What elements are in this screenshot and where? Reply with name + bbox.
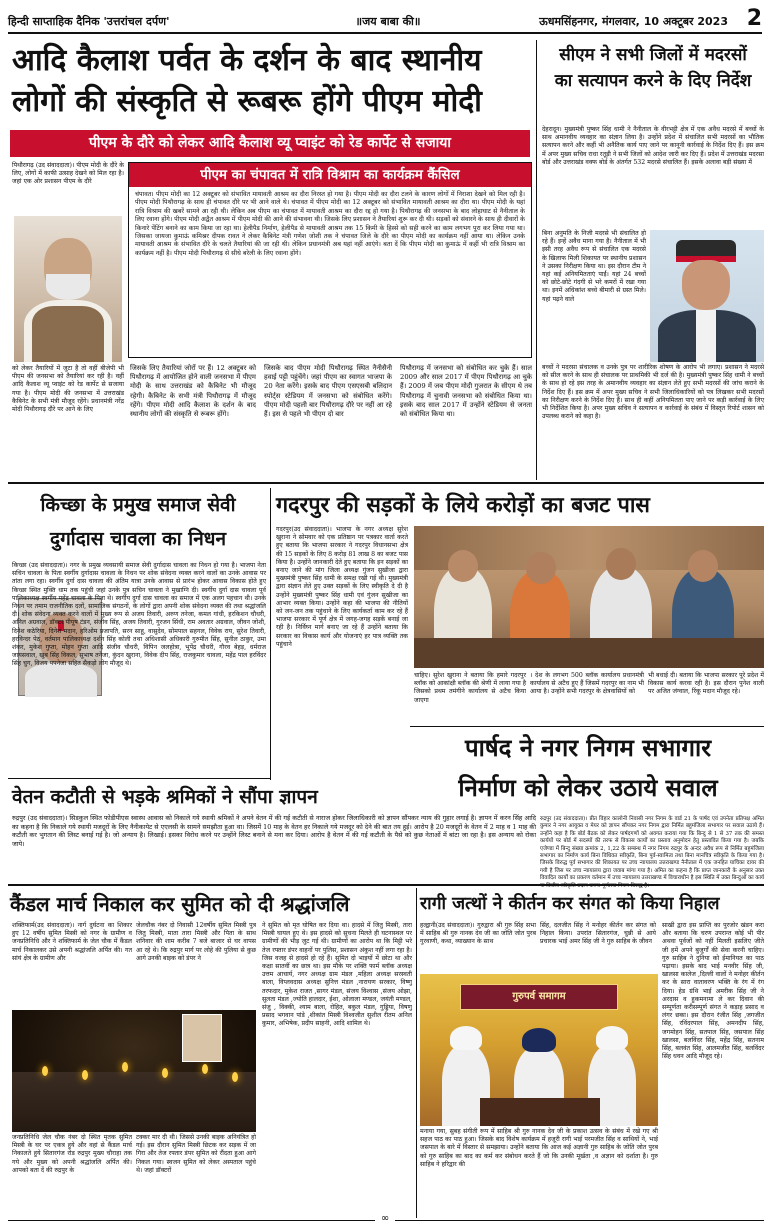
pm-modi-photo [14, 216, 122, 362]
cm-shirt [696, 310, 716, 362]
candle-flame-6 [232, 1072, 238, 1082]
candle-col1-bottom: जनप्रतिनिधि जेल चौक नंबर दो स्थित मृतक सुमित मिस्त्री के घर पर एकत्र हुये और वहां से कैंडल मार्च निकालते हुये सितारगंज रोड रुद्रपुर मुख्य चौराहा तक गये और मुख्य को अपनी श्रद्धांजलि अर्पित की। आपको बता दें की रुद्रपुर के [12, 1134, 132, 1174]
lead-headline-line2: लोगों की संस्कृति से रूबरू होंगे पीएम मोदी [12, 84, 482, 119]
lead-headline [12, 40, 532, 126]
candle-flame-1 [42, 1066, 48, 1076]
kichha-headline-line1: किच्छा के प्रमुख समाज सेवी [40, 494, 236, 516]
pm-jacket [32, 306, 104, 362]
press-person-3-head [606, 548, 636, 580]
ragi-text-bottom: मनाया गया, सुबह संगीती रूप में साहिब श्री गुरु नानक देव जी के प्रकाश उत्सव के संबंध में रखे गए श्री सहज पाठ का पाठ हुआ। जिसके बाद विशेष कार्यक्रम में हजूरी रागी भाई परमजीत सिंह व साथियों ने, भाई जसपाल के बारे में विस्तार से समझाया। उन्होंने बताया कि आज कई अज्ञानी गुरु साहिब के जोति जोत पुरब को गुरु साहिब का बाद का कर्म कर संबोधन करते हैं जो कि उनकी मूर्खता ,व अज्ञान को दर्शाता है। गुरु साहिब ने हरिद्वार की [420, 1128, 658, 1168]
crowd-row [12, 1072, 256, 1132]
lead-col2: जिसके लिए तैयारियां जोरों पर हैं। 12 अक्टूबर को पिथौरागढ़ में आयोजित होने वाली जनसभा में पीएम मोदी के साथ उत्तराखंड को कैबिनेट भी मौजूद रहेगी। कैबिनेट के सभी मंत्री पिथौरागढ़ में मौजूद रहेंगे। पीएम मोदी आदि कैलाश के दर्शन के बाद स्थानीय लोगों की संस्कृति से रूबरू होंगे। [130, 364, 256, 419]
press-person-4-head [688, 550, 718, 582]
masthead-date: ऊधमसिंहनगर, मंगलवार, 10 अक्टूबर 2023 [539, 15, 728, 28]
kichha-headline [12, 488, 264, 560]
sumit-portrait-inset [182, 1014, 222, 1062]
candle-col3: ने सुमित को मृत घोषित कर दिया था। हादसे में जितु मिस्त्री, तारा मिस्त्री घायल हुए थे। इस हादसे को सुचना मिलते ही घटनास्थल पर ग्रामीणों की भीड़ जुट गई थी। ग्रामीणों का आरोप था कि मिट्टी भरे तेज रफ्तार डंपर वाहनों पर पुलिस, प्रशासन अंकुश नहीं लगा रहा है। जिस वजह से हादसे हो रहे हैं। सुमित दो भाइयों में छोटा था और कक्षा सातवीं का छात्र था। इस मौके पर शक्ति फार्म ब्लॉक अध्यक्ष उत्तम आचार्य, नगर अध्यक्ष ग्राम मंडल ,महिला अध्यक्ष सरस्वती बाला, विप्लवदास अध्यक्ष सुनित्त मंडल ,नारायण सरकार, विष्णु तरफदार, मुकेश राजत ,सागर मंडल, संजय विश्वास ,संजय ओझा, सुलता मंडल ,ज्योति हालदार, ईशा, ओलाला मण्डल, जयंती मण्डल, संजु , विक्की, श्याम बाला, रोहित, बकुल मंडल, गुड्डिया, विषणु प्रसाद भगवान पांडे ,शीकांत मिस्त्री विश्वजीत सुशील रीतम अनिल कुमार, अभिषेक, प्रदीप साहनी, आदि शामिल थे। [262, 922, 412, 1028]
candle-flame-5 [202, 1064, 208, 1074]
section-rule-wages-top [8, 778, 270, 779]
kirtan-photo [420, 974, 658, 1126]
parshad-text: रुद्रपुर (उद संवाददाता)। प्रीत विहार कालोनी निवासी नगर निगम के वार्ड 21 के पार्षद एवं उपनेता प्रतिपक्ष अमित कुमार ने नगर आयुक्त व मेयर को ज्ञापन सौंपकर नगर निगम द्वारा निर्मित बहुमंजिला सभागार पर सवाल उठाये हैं। उन्होंने कहा है कि बोर्ड बैठक को लेकर पार्षदगणों को अवगत कराया गया कि बिन्दु से 1 से 37 तक की समस्त कार्ययों पर बोर्ड में सदस्यों की तरफ से विकास कार्यों का प्रस्ताव अनुमोदन हेतु प्रस्तावित किया गया है। जबकि एजेण्डा में बिन्दु संख्या क्रमांक 2, 1,22 के सम्बन्ध में नगर निगम रुद्रपुर के अन्दर अवैध रूप से निर्मित बहुमंजिला सभागार का निर्माण कार्य बिना विधिवत स्वीकृति, बिना पूर्व-स्वामित्व तथा बिना मानचित्र स्वीकृति के किया गया है। जिसके विरुद्ध पूर्व सभागार की शिकायत पर उच्च न्यायालय उत्तराखण्ड नैनीताल में एक जनहित याचिका दायर की गयी है जिस पर उच्च न्यायालय द्वारा जवाब मांगा गया है। अमित का कहना है कि प्राप्त जानकारी के अनुसार उक्त विवादित कार्यों का प्रकरण वर्तमान में उच्च न्यायालय उत्तराखण्ड में विचाराधीन है इस स्थिति में उक्त बिन्दुओं का कार्य [540, 816, 764, 882]
lead-col1-bottom: को लेकर तैयारियों में जुटा है तो वहीं बीजेपी भी पीएम की जनसभा को तैयारियां कर रही है। वहीं आदि कैलाश व्यू प्वाइंट को रेड कार्पेट से सजाया गया है। पीएम मोदी की जनसभा में उत्तराखंड कैबिनेट के सभी मंत्री मौजूद रहेंगे। प्रधानमंत्री नरेंद्र मोदी पिथौरागढ़ दौरे पर आने के लिए [12, 365, 124, 414]
candle-flame-2 [82, 1070, 88, 1080]
madrasa-text-top: देहरादून। मुख्यमंत्री पुष्कर सिंह धामी ने नैनीताल के वीरभट्टी क्षेत्र में एक अवैध मदरसे में बच्चों के साथ अमानवीय व्यवहार का संज्ञान लिया है। उन्होंने प्रदेश में संचालित सभी मदरसों का भौतिक सत्यापन करने और कहीं भी अनैतिक कार्य पाए जाने पर कानूनी कार्रवाई के निर्देश दिए हैं। इस क्रम में अपर मुख्य सचिव राधा रतूड़ी ने सभी जिलों को आदेश जारी कर दिए हैं। प्रदेश में उत्तराखंड मदरसा बोर्ड और उत्तराखंड वक्फ बोर्ड के अंतर्गत 532 मदरसे संचालित हैं। इसके अलावा बड़ी संख्या में [542, 126, 764, 166]
pm-beard [46, 274, 90, 300]
parshad-text-lower [276, 818, 534, 882]
gadarpur-text-mid-3: भी बधाई दी। बताया कि भाजपा सरकार पूरे प्रदेश में विकास कार्य करवा रही है। इस दौरान पुनेश वाली पर अजित जंग्वाल, रिंकू मदान मौजूद रहे। [648, 672, 764, 696]
lead-col3: जिसके बाद पीएम मोदी पिथौरागढ़ स्थित नैनीसैनी हवाई पट्टी पहुंचेंगे। जहां पीएम का स्वागत भाजपा के 20 नेता करेंगे। इसके बाद पीएम एसएसबी बलिदान स्पोर्ट्स स्टेडियम में जनसभा को संबोधित करेंगे। पीएम मोदी पहली बार पिथौरागढ़ दौरे पर नहीं आ रहे हैं। इस से पहले भी पीएम दो बार [264, 364, 392, 419]
ragi-text-top-1: हल्द्वानी(उद संवाददाता)। गुरुद्वारा श्री गुरु सिंह सभा में साहिब श्री गुरु नानक देव जी का जोति जोत पुरब गुरवाणी, कथा, व्याख्यान के साथ [420, 922, 536, 946]
ragi-text-top-2: सिंह, दलजीत सिंह ने मनोहर कीर्तन कर संगत को निहाल किया। उपरांत सितारगंज, चुन्नी से आये प्रचारक भाई अमर सिंह जी ने गुरु साहिब के जीवन [540, 922, 656, 946]
raagi-1-turban [450, 1026, 482, 1050]
lead-col4: पिथौरागढ़ में जनसभा को संबोधित कर चुके हैं। साल 2009 और साल 2017 में पीएम पिथौरागढ़ आ चुके हैं। 2009 में जब पीएम मोदी गुजरात के सीएम थे तब पिथौरागढ़ में चुनावी जनसभा को संबोधित किया था। इसके बाद साल 2017 में उन्होंने स्टेडियम से जनता को संबोधित किया था। [400, 364, 532, 419]
press-person-2-head [526, 552, 556, 584]
raagi-3-turban [596, 1026, 628, 1050]
press-person-1-head [448, 550, 478, 582]
page-number: 2 [746, 6, 762, 31]
masthead [8, 6, 762, 34]
madrasa-headline-line1: सीएम ने सभी जिलों में मदरसों [559, 45, 747, 65]
gadarpur-headline: गदरपुर की सड़कों के लिये करोड़ों का बजट पास [276, 493, 650, 518]
parshad-headline [412, 728, 764, 816]
lead-strap: पीएम के दौरे को लेकर आदि कैलाश व्यू प्वाइंट को रेड कार्पेट से सजाया [10, 130, 530, 157]
parshad-headline-line1: पार्षद ने नगर निगम सभागार [464, 734, 712, 762]
harmonium [480, 1098, 600, 1126]
lead-box-text: चंपावत। पीएम मोदी का 12 अक्टूबर को संभावित मायावती आश्रम का दौरा निरस्त हो गया है। पीएम मोदी का दौरा टलने के कारण लोगों में निराशा देखने को मिल रही है। पीएम मोदी पिथौरागढ़ के साथ ही चंपावत दौरे पर भी आने वाले थे। चंपावत में पीएम मोदी का 12 अक्टूबर को संभावित मायावती आश्रम का दौरा था। पीएम मोदी के यहां रात्रि विश्राम की खबरें सामने आ रही थी। लेकिन अब पीएम का चंपावत में मायावती आश्रम का दौरा रद्द हो गया है। पिथौरागढ़ की जनसभा के बाद लोहाघाट से नैनीताल के लिए रवाना होंगे। पीएम मोदी अद्वैत आश्रम में पीएम मोदी की आने की संभावना थी। जिसके लिए प्रशासन ने तैयारियां शुरू कर दी थी। सड़कों को संवारने के साथ ही दीवारों के किनारे पेंटिंग बनाने का काम किया जा रहा था। हेलीपैड निर्माण, हेलीपैड से मायावती आश्रम तक 15 किमी के हिस्से को सही करने का काम लगभग पूरा कर लिया गया था। जिसका जायजा कुमाऊं कमिश्नर दीपक रावत ने लेकर कैबिनेट मंत्री गणेश जोशी तक ने चंपावत जिले के दौरे का पीएम मोदी का कार्यक्रम नहीं आया था। लेकिन उनके मायावती आश्रम के संभावित दौरे के चलते तैयारियां की जा रही थी। लेकिन प्रधानमंत्री अब यहां नहीं आएंगे। बता दें कि पीएम मोदी का कुमाऊं में कहीं भी रात्रि विश्राम का कार्यक्रम नहीं है। पीएम मोदी पिथौरागढ़ से सीधे बरेली के लिए रवाना होंगे। [135, 191, 525, 257]
gadarpur-text-mid-2: । देश के लगभग 500 ब्लॉक कार्यालय प्रधानमंत्री कार्यालय से अटैच हुए हैं जिसमें गदरपुर का नाम भी आया है। उन्होंने सभी गदरपुर के क्षेत्रवासियों को [530, 672, 644, 696]
kichha-headline-line2: दुर्गादास चावला का निधन [50, 528, 226, 550]
candle-march-photo [12, 1010, 256, 1132]
candle-flame-3 [122, 1062, 128, 1072]
gadarpur-text-mid-1: चाहिए। सुरेश खुराना ने बताया कि हमारे गदरपुर ब्लॉक को आकांक्षी ब्लॉक की श्रेणी में लाया गया है जिसको प्रथम तमंगीने कार्यालय से अटैच किया जाएगा [414, 672, 526, 704]
cm-face [682, 260, 730, 310]
column-rule-gadarpur [270, 488, 271, 780]
madrasa-text-side: बिना अनुमति के निजी मदरसे भी संचालित हो रहे हैं। इन्हें अवैध माना गया है। नैनीताल में भी इसी तरह अवैध रूप से संचालित एक मदरसे के खिलाफ मिली शिकायत पर स्थानीय प्रशासन ने उसका निरीक्षण किया था। इस दौरान टीम ने यहां कई अनियमितताएं पाईं। यहां 24 बच्चों को छोटे-छोटे गंदगी से भरे कमरों में रखा गया था। इनमें अधिकांश बच्चे बीमारी से ग्रस्त मिले। यहां पढ़ने वाले [542, 230, 646, 303]
lead-col1-top: पिथौरागढ़ (उद संवाददाता)। पीएम मोदी के दौरे के लिए, लोगों में काफी उत्साह देखने को मिल रहा है। जहां एक ओर प्रशासन पीएम के दौरे [12, 162, 124, 186]
gadarpur-press-photo [414, 526, 764, 668]
gadarpur-text-left: गदरपुर(उद संवाददाता)। भाजपा के नगर अध्यक्ष सुरेश खुराना ने सोमवार को एक प्रतिष्ठान पर पत्रकार वार्ता करते हुए बताया कि भाजपा सरकार ने गदरपुर विधानसभा क्षेत्र की 15 सड़कों के लिए 8 करोड़ 81 लाख 8 का बजट पास किया है। उन्होंने जानकारी देते हुए बताया कि इन सड़कों का बनाए जाने की मांग जिला अध्यक्ष गुंजन सुखीजा द्वारा मुख्यमंत्री पुष्कर सिंह धामी के समक्ष रखी गई थी। मुख्यमंत्री द्वारा संज्ञान लेते हुए उक्त सड़कों के लिए स्वीकृति दे दी है उन्होंने मुख्यमंत्री पुष्कर सिंह धामी एवं गुंजन सुखीजा का आभार व्यक्त किया। उन्होंने कहा की भाजपा की नीतियों को जन-जन तक पहुंचाने के लिए कार्यकर्ता काम कर रहे हैं भाजपा सरकार में पूर्ण क्षेत्र में जगह-जगह सड़कें बनाई जा रही है। निर्विघ्न मार्ग बनाए जा रहे हैं उन्होंने बताया कि सरकार का विकास कार्य और योजनाएं हर पात्र व्यक्ति तक पहुंचाने [276, 526, 408, 648]
lead-headline-line1: आदि कैलाश पर्वत के दर्शन के बाद स्थानीय [12, 43, 482, 78]
column-rule-madrasa [536, 40, 537, 480]
masthead-motto: ॥जय बाबा की॥ [355, 15, 421, 28]
press-table [414, 638, 764, 668]
footer-mark-icon: ∞ [375, 1212, 395, 1226]
candle-headline: कैंडल मार्च निकाल कर सुमित को दी श्रद्धांजलि [10, 892, 350, 916]
column-rule-ragi [416, 888, 417, 1218]
candle-col1-top: शक्तिफार्म(उद संवाददाता)। नार्ग दुर्घटना का शिकार हुए 12 वर्षीय सुमित मिस्त्री को नगर के ग्रामीण व जनप्रतिनिधि और ने शक्तिफार्म के जेल चौक में कैंडल मार्च निकालकर उसे अपनी श्रद्धांजलि अर्पित की। गत सांयं क्षेत्र के ग्रामीण और [12, 922, 132, 962]
wages-text: रुद्रपुर (उद संवाददाता)। सिडकुल स्थित फोडीपीएस स्वास्थ आवास को निकाले गये स्थायी श्रमिकों ने अपने वेतन में की गई कटौती से नाराज होकर जिलाधिकारी को ज्ञापन सौंपकर न्याय की गुहार लगाई है। ज्ञापन में करन सिंह आदि का कहना है कि निकाले गये स्थायी मजदूरों के लिए नैनीकायेट से एएलसी के सामने समझौता हुआ था। जिसमें 10 माह के वेतन हर निकाले गये मजदूर को देने की बात तय हुई। आरोप है 20 मजदूरों के वेतन में 2 माह व 1 माह की कटौती कर भुगतान की लिस्ट बनाई गई है। जो अन्याय है। लिखाई। इसका विरोध करने पर उन्होंने लिस्ट बनाने से मना कर दिया। आरोप है वेतन में की गई कटौती के पैसे को कुछ नेताओं में बांटा जा रहा है। इस अन्याय को रोका जाये। [12, 814, 536, 848]
section-rule-2 [8, 884, 764, 886]
madrasa-headline [542, 42, 764, 124]
madrasa-headline-line2: का सत्यापन करने के दिए निर्देश [554, 71, 752, 91]
wages-headline: वेतन कटौती से भड़के श्रमिकों ने सौंपा ज्ञापन [12, 786, 318, 808]
ragi-headline: रागी जत्थों ने कीर्तन कर संगत को किया निहाल [420, 894, 720, 914]
candle-col2-bottom: टक्कर मार दी थी। जिससे उनकी बाइक अनियंत्रित हो गई। इस दौरान सुमित मिस्त्री छिटक कर सड़क में जा गिरा और तेज रफ्तार डंपर सुमित को रौंदता हुआ आगे निकल गया। स्वजन सुमित को लेकर अस्पताल पहुंचे थे। जहां डॉक्टरों [136, 1134, 256, 1174]
madrasa-text-bottom: बच्चों ने मदरसा संचालक व उनके पुत्र पर शारीरिक शोषण के आरोप भी लगाए। प्रशासन ने मदरसे को सील करने के साथ ही संचालक पर प्राथमिकी भी दर्ज की है। मुख्यमंत्री पुष्कर सिंह धामी ने बच्चों के साथ हो रहे इस तरह के अमानवीय व्यवहार का संज्ञान लेते हुए सभी मदरसों की जांच कराने के निर्देश दिए हैं। इस क्रम में अपर मुख्य सचिव ने सभी जिलाधिकारियों को पत्र लिखकर सभी मदरसों का निरीक्षण करने के निर्देश दिए हैं। साथ ही कहीं अनियमितता पाए जाने पर कड़ी कार्रवाई के लिए भी निर्देशित किया है। अपर मुख्य सचिव ने सत्यापन व कार्रवाई के संबंध में विस्तृत रिपोर्ट शासन को उपलब्ध कराने को कहा है। [542, 364, 764, 421]
kichha-text: किच्छा (उद संवाददाता)। नगर के प्रमुख व्यवसायी समाज सेवी दुर्गादास चावला का निधन हो गया है। भाजपा नेता सचिन चावला के पिता स्वर्गीय दुर्गादास चावला के निधन पर शोक संवेदना व्यक्त करने वालों का उनके आवास पर तांता लगा रहा। स्वर्गीय दुर्गा दास चावला की अंतिम यात्रा उनके आवास से प्रारंभ होकर आवास विकास होते हुए किच्छा स्थित मुक्ति धाम तक पहुंची जहां उनके पुत्र सचिन चावला ने मुखाग्नि दी। स्वर्गीय दुर्गा दास चावला पूर्व पालिकाध्यक्ष स्वर्गीय महेंद्र चावला के पिता थे। स्वर्गीय दुर्गा दास चावला का समाज में एक अलग पहचान थी। उनके निधन पर तमाम राजनीतिक दलों, सामाजिक संगठनों, के लोगों द्वारा अपनी शोक संवेदना व्यक्त की तथा श्रद्धांजलि दी। शोक संवेदना व्यक्त करने वालों में मुख्य रूप से अजय तिवारी, अरुण तनेजा, कमल गांधी, हरकिशन चौधरी, अनिल अग्रवाल, डॉक्टर पीयूष टंडन, संजीव सिंह, अजय तिवारी, गुरजन सिंधी, राम अवतार अग्रवाल, जीवन जोशी, दिनेश कठेरिया, दिनेश मदान, हरिओम प्रजापति, सरन साहू, वासुदेव, सोमपाल सहगल, विवेक राय, सुरेश तिवारी, हरविन्दर पेठ, वर्तमान पालिकाध्यक्ष दर्शन सिंह कोली तथा अधिशासी अधिकारी गुरुमीत सिंह, सुनील ठाकुर, उमा शंकर, मुकेश गुप्ता, मोहन गुप्ता आदि संजीव चौधरी, विपिन जलहोत्रा, भूपेंद्र चौधरी, गौरव बेहड़, धर्मराज जायसवाल, खुब सिंह विकल, सुभाष तनेजा, कुंदन खुराना, विवेक दीप सिंह, राजकुमार चावला, महेंद्र पाल हरविंदर सिंह चुग, विजय पपनेजा सहित सैकड़ो लोग मौजूद थे। [12, 562, 266, 668]
ragi-text-right: साखी द्वारा इस प्राप्ति का पुरजोर खंडन करा और बताया कि चरण उपरान्त कोई भी पीर अथवा पूर्वजों को नहीं मिलती इसलिए जीते जी हमें अपने बुजुर्गों की सेवा करनी चाहिए। गुरु साहिब ने दुनिया को ईमानियत का पाठ पढ़ाया। इसके बाद भाई मनवीर सिंह जी, खालसा कालेज ,दिल्ली वालों ने मनोहर कीर्तन कर के सारा वातावरण भक्ति के रंग में रंग दिया। हेड ग्रंथि भाई अमरीक सिंह जी ने अरदास व हुकमनामा ले कर दिवान की सम्पूर्णता करीसम्पूर्ण संगत ने कड़ाह प्रसाद व लंगर छका। इस दौरान रंजीत सिंह ,जगजीत सिंह, रविंदरपाल सिंह, अमनदीप सिंह, जगमोहन सिंह, सतपाल सिंह, जसपाल सिंह खालसा, बलविंदर सिंह, महेंद्र सिंह, सतनाम सिंह, बलवंत सिंह, आलमजीत सिंह, बलविंदर सिंह धवन आदि मौजूद रहे। [662, 922, 764, 1061]
lead-box-title: पीएम का चंपावत में रात्रि विश्राम का कार्यक्रम कैंसिल [129, 163, 531, 187]
section-rule-1 [8, 482, 764, 484]
lead-box [128, 162, 532, 358]
candle-flame-4 [162, 1068, 168, 1078]
cm-dhami-photo [650, 230, 764, 362]
kirtan-banner-text: गुरुपर्व समागम [512, 991, 566, 1002]
masthead-paper-name: हिन्दी साप्ताहिक दैनिक 'उत्तरांचल दर्पण' [8, 15, 170, 28]
raagi-2-turban [522, 1028, 556, 1052]
candle-col2-top: जेलचौक नंबर दो निवासी 12वर्षीय सुमित मिस्त्री पुत्र जितु मिस्त्री, माता तारा मिस्त्री और पिता के साथ शनिवार की शाम करीब 7 बजे बाजार से घर वापस आ रहे थे। कि रुद्रपुर मार्ग पर लोहे की पुलिया से कुछ आगे उनकी बाइक को डंपर ने [136, 922, 256, 962]
parshad-headline-line2: निर्माण को लेकर उठाये सवाल [458, 774, 718, 802]
section-rule-parshad [410, 726, 764, 727]
